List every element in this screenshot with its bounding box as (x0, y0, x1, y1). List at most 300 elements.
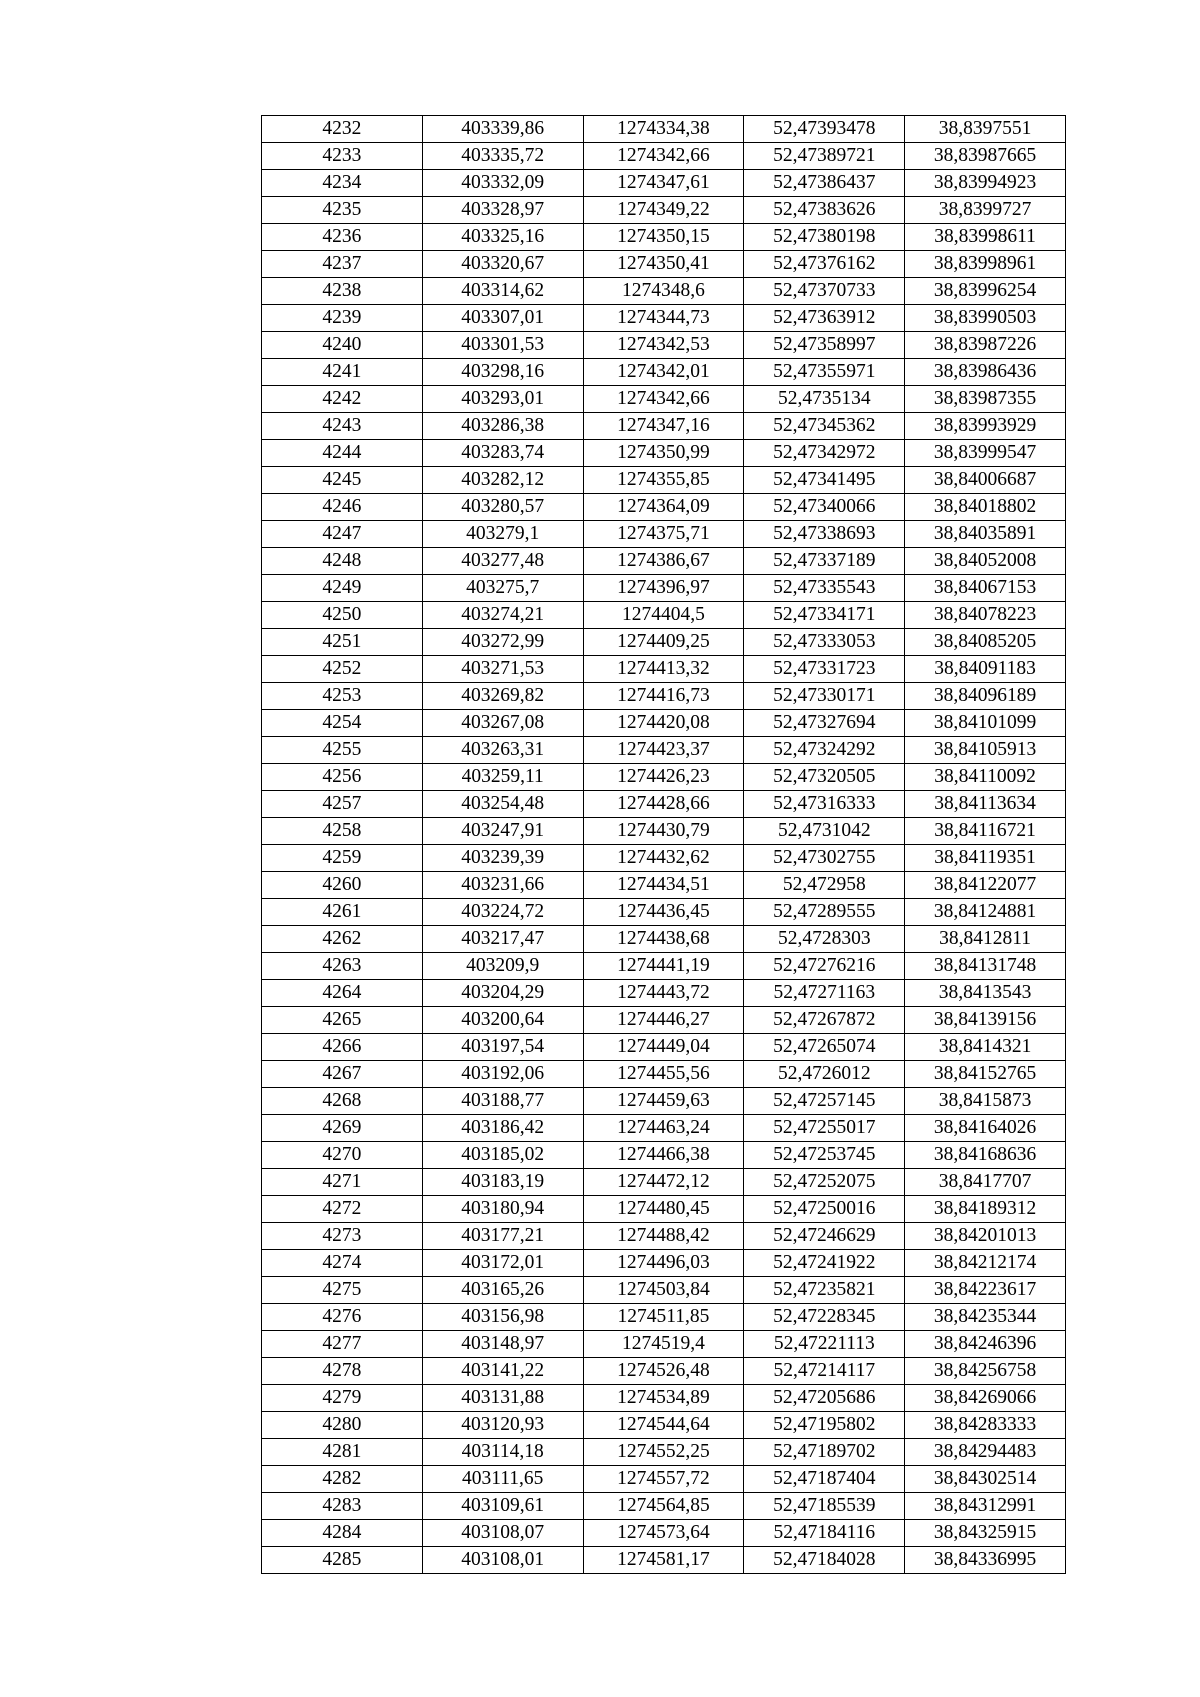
x-coordinate-cell: 403239,39 (422, 845, 583, 872)
x-coordinate-cell: 403339,86 (422, 116, 583, 143)
point-number-cell: 4252 (262, 656, 423, 683)
table-row (262, 683, 1066, 710)
latitude-cell: 52,47389721 (744, 143, 905, 170)
x-coordinate-cell: 403293,01 (422, 386, 583, 413)
latitude-cell: 52,47276216 (744, 953, 905, 980)
longitude-cell: 38,83993929 (905, 413, 1066, 440)
longitude-cell: 38,84164026 (905, 1115, 1066, 1142)
point-number-cell: 4233 (262, 143, 423, 170)
latitude-cell: 52,47214117 (744, 1358, 905, 1385)
longitude-cell: 38,84052008 (905, 548, 1066, 575)
table-row (262, 926, 1066, 953)
table-row (262, 818, 1066, 845)
table-row (262, 1115, 1066, 1142)
y-coordinate-cell: 1274459,63 (583, 1088, 744, 1115)
longitude-cell: 38,84223617 (905, 1277, 1066, 1304)
y-coordinate-cell: 1274404,5 (583, 602, 744, 629)
longitude-cell: 38,84139156 (905, 1007, 1066, 1034)
latitude-cell: 52,47267872 (744, 1007, 905, 1034)
latitude-cell: 52,4728303 (744, 926, 905, 953)
latitude-cell: 52,47341495 (744, 467, 905, 494)
longitude-cell: 38,8397551 (905, 116, 1066, 143)
longitude-cell: 38,84006687 (905, 467, 1066, 494)
longitude-cell: 38,8414321 (905, 1034, 1066, 1061)
table-row (262, 494, 1066, 521)
y-coordinate-cell: 1274420,08 (583, 710, 744, 737)
x-coordinate-cell: 403141,22 (422, 1358, 583, 1385)
y-coordinate-cell: 1274348,6 (583, 278, 744, 305)
x-coordinate-cell: 403277,48 (422, 548, 583, 575)
table-row (262, 1385, 1066, 1412)
latitude-cell: 52,47335543 (744, 575, 905, 602)
y-coordinate-cell: 1274428,66 (583, 791, 744, 818)
y-coordinate-cell: 1274350,99 (583, 440, 744, 467)
latitude-cell: 52,47255017 (744, 1115, 905, 1142)
point-number-cell: 4270 (262, 1142, 423, 1169)
longitude-cell: 38,84189312 (905, 1196, 1066, 1223)
x-coordinate-cell: 403301,53 (422, 332, 583, 359)
x-coordinate-cell: 403172,01 (422, 1250, 583, 1277)
latitude-cell: 52,47386437 (744, 170, 905, 197)
latitude-cell: 52,47340066 (744, 494, 905, 521)
x-coordinate-cell: 403156,98 (422, 1304, 583, 1331)
latitude-cell: 52,47358997 (744, 332, 905, 359)
x-coordinate-cell: 403274,21 (422, 602, 583, 629)
y-coordinate-cell: 1274426,23 (583, 764, 744, 791)
table-row (262, 1007, 1066, 1034)
latitude-cell: 52,47333053 (744, 629, 905, 656)
y-coordinate-cell: 1274409,25 (583, 629, 744, 656)
longitude-cell: 38,84078223 (905, 602, 1066, 629)
y-coordinate-cell: 1274416,73 (583, 683, 744, 710)
y-coordinate-cell: 1274564,85 (583, 1493, 744, 1520)
y-coordinate-cell: 1274534,89 (583, 1385, 744, 1412)
y-coordinate-cell: 1274488,42 (583, 1223, 744, 1250)
longitude-cell: 38,84101099 (905, 710, 1066, 737)
latitude-cell: 52,47376162 (744, 251, 905, 278)
x-coordinate-cell: 403108,07 (422, 1520, 583, 1547)
y-coordinate-cell: 1274557,72 (583, 1466, 744, 1493)
table-row (262, 278, 1066, 305)
y-coordinate-cell: 1274443,72 (583, 980, 744, 1007)
y-coordinate-cell: 1274455,56 (583, 1061, 744, 1088)
y-coordinate-cell: 1274480,45 (583, 1196, 744, 1223)
latitude-cell: 52,47320505 (744, 764, 905, 791)
point-number-cell: 4273 (262, 1223, 423, 1250)
latitude-cell: 52,47253745 (744, 1142, 905, 1169)
x-coordinate-cell: 403217,47 (422, 926, 583, 953)
point-number-cell: 4258 (262, 818, 423, 845)
point-number-cell: 4280 (262, 1412, 423, 1439)
point-number-cell: 4284 (262, 1520, 423, 1547)
x-coordinate-cell: 403224,72 (422, 899, 583, 926)
y-coordinate-cell: 1274355,85 (583, 467, 744, 494)
point-number-cell: 4264 (262, 980, 423, 1007)
x-coordinate-cell: 403328,97 (422, 197, 583, 224)
y-coordinate-cell: 1274423,37 (583, 737, 744, 764)
coordinates-table-body (262, 116, 1066, 1574)
x-coordinate-cell: 403131,88 (422, 1385, 583, 1412)
latitude-cell: 52,47393478 (744, 116, 905, 143)
table-row (262, 791, 1066, 818)
latitude-cell: 52,47252075 (744, 1169, 905, 1196)
y-coordinate-cell: 1274430,79 (583, 818, 744, 845)
longitude-cell: 38,84256758 (905, 1358, 1066, 1385)
latitude-cell: 52,47324292 (744, 737, 905, 764)
y-coordinate-cell: 1274386,67 (583, 548, 744, 575)
longitude-cell: 38,8413543 (905, 980, 1066, 1007)
y-coordinate-cell: 1274436,45 (583, 899, 744, 926)
y-coordinate-cell: 1274434,51 (583, 872, 744, 899)
latitude-cell: 52,47250016 (744, 1196, 905, 1223)
table-row (262, 845, 1066, 872)
point-number-cell: 4256 (262, 764, 423, 791)
latitude-cell: 52,47184028 (744, 1547, 905, 1574)
point-number-cell: 4243 (262, 413, 423, 440)
longitude-cell: 38,8417707 (905, 1169, 1066, 1196)
latitude-cell: 52,472958 (744, 872, 905, 899)
x-coordinate-cell: 403200,64 (422, 1007, 583, 1034)
longitude-cell: 38,84312991 (905, 1493, 1066, 1520)
point-number-cell: 4249 (262, 575, 423, 602)
y-coordinate-cell: 1274449,04 (583, 1034, 744, 1061)
longitude-cell: 38,84124881 (905, 899, 1066, 926)
latitude-cell: 52,47289555 (744, 899, 905, 926)
point-number-cell: 4260 (262, 872, 423, 899)
point-number-cell: 4268 (262, 1088, 423, 1115)
point-number-cell: 4259 (262, 845, 423, 872)
point-number-cell: 4262 (262, 926, 423, 953)
table-row (262, 1250, 1066, 1277)
y-coordinate-cell: 1274342,66 (583, 386, 744, 413)
x-coordinate-cell: 403332,09 (422, 170, 583, 197)
point-number-cell: 4266 (262, 1034, 423, 1061)
y-coordinate-cell: 1274432,62 (583, 845, 744, 872)
point-number-cell: 4232 (262, 116, 423, 143)
table-row (262, 899, 1066, 926)
x-coordinate-cell: 403267,08 (422, 710, 583, 737)
longitude-cell: 38,84110092 (905, 764, 1066, 791)
x-coordinate-cell: 403165,26 (422, 1277, 583, 1304)
longitude-cell: 38,84269066 (905, 1385, 1066, 1412)
latitude-cell: 52,47331723 (744, 656, 905, 683)
x-coordinate-cell: 403186,42 (422, 1115, 583, 1142)
table-row (262, 1520, 1066, 1547)
longitude-cell: 38,84116721 (905, 818, 1066, 845)
y-coordinate-cell: 1274364,09 (583, 494, 744, 521)
longitude-cell: 38,83987355 (905, 386, 1066, 413)
x-coordinate-cell: 403111,65 (422, 1466, 583, 1493)
table-row (262, 1304, 1066, 1331)
table-row (262, 1169, 1066, 1196)
longitude-cell: 38,84201013 (905, 1223, 1066, 1250)
latitude-cell: 52,47271163 (744, 980, 905, 1007)
x-coordinate-cell: 403197,54 (422, 1034, 583, 1061)
longitude-cell: 38,84119351 (905, 845, 1066, 872)
latitude-cell: 52,47228345 (744, 1304, 905, 1331)
point-number-cell: 4236 (262, 224, 423, 251)
point-number-cell: 4244 (262, 440, 423, 467)
latitude-cell: 52,47235821 (744, 1277, 905, 1304)
table-row (262, 1223, 1066, 1250)
table-row (262, 521, 1066, 548)
x-coordinate-cell: 403183,19 (422, 1169, 583, 1196)
point-number-cell: 4237 (262, 251, 423, 278)
point-number-cell: 4255 (262, 737, 423, 764)
y-coordinate-cell: 1274347,61 (583, 170, 744, 197)
y-coordinate-cell: 1274375,71 (583, 521, 744, 548)
table-row (262, 548, 1066, 575)
latitude-cell: 52,47342972 (744, 440, 905, 467)
x-coordinate-cell: 403279,1 (422, 521, 583, 548)
longitude-cell: 38,84294483 (905, 1439, 1066, 1466)
y-coordinate-cell: 1274466,38 (583, 1142, 744, 1169)
latitude-cell: 52,47195802 (744, 1412, 905, 1439)
longitude-cell: 38,83986436 (905, 359, 1066, 386)
point-number-cell: 4282 (262, 1466, 423, 1493)
y-coordinate-cell: 1274552,25 (583, 1439, 744, 1466)
latitude-cell: 52,47380198 (744, 224, 905, 251)
y-coordinate-cell: 1274472,12 (583, 1169, 744, 1196)
point-number-cell: 4239 (262, 305, 423, 332)
longitude-cell: 38,84325915 (905, 1520, 1066, 1547)
table-row (262, 305, 1066, 332)
longitude-cell: 38,8412811 (905, 926, 1066, 953)
x-coordinate-cell: 403269,82 (422, 683, 583, 710)
y-coordinate-cell: 1274496,03 (583, 1250, 744, 1277)
x-coordinate-cell: 403108,01 (422, 1547, 583, 1574)
latitude-cell: 52,47337189 (744, 548, 905, 575)
longitude-cell: 38,83999547 (905, 440, 1066, 467)
table-row (262, 197, 1066, 224)
x-coordinate-cell: 403298,16 (422, 359, 583, 386)
latitude-cell: 52,4735134 (744, 386, 905, 413)
point-number-cell: 4246 (262, 494, 423, 521)
x-coordinate-cell: 403314,62 (422, 278, 583, 305)
point-number-cell: 4247 (262, 521, 423, 548)
longitude-cell: 38,84168636 (905, 1142, 1066, 1169)
y-coordinate-cell: 1274544,64 (583, 1412, 744, 1439)
latitude-cell: 52,47334171 (744, 602, 905, 629)
table-row (262, 1061, 1066, 1088)
y-coordinate-cell: 1274503,84 (583, 1277, 744, 1304)
latitude-cell: 52,47355971 (744, 359, 905, 386)
table-row (262, 1277, 1066, 1304)
point-number-cell: 4263 (262, 953, 423, 980)
latitude-cell: 52,47241922 (744, 1250, 905, 1277)
y-coordinate-cell: 1274334,38 (583, 116, 744, 143)
x-coordinate-cell: 403259,11 (422, 764, 583, 791)
point-number-cell: 4257 (262, 791, 423, 818)
point-number-cell: 4281 (262, 1439, 423, 1466)
y-coordinate-cell: 1274511,85 (583, 1304, 744, 1331)
longitude-cell: 38,83987665 (905, 143, 1066, 170)
latitude-cell: 52,47246629 (744, 1223, 905, 1250)
y-coordinate-cell: 1274350,41 (583, 251, 744, 278)
latitude-cell: 52,47370733 (744, 278, 905, 305)
point-number-cell: 4269 (262, 1115, 423, 1142)
longitude-cell: 38,84302514 (905, 1466, 1066, 1493)
point-number-cell: 4267 (262, 1061, 423, 1088)
latitude-cell: 52,47383626 (744, 197, 905, 224)
longitude-cell: 38,84105913 (905, 737, 1066, 764)
x-coordinate-cell: 403282,12 (422, 467, 583, 494)
longitude-cell: 38,84067153 (905, 575, 1066, 602)
latitude-cell: 52,47187404 (744, 1466, 905, 1493)
longitude-cell: 38,83990503 (905, 305, 1066, 332)
point-number-cell: 4245 (262, 467, 423, 494)
point-number-cell: 4261 (262, 899, 423, 926)
table-row (262, 980, 1066, 1007)
x-coordinate-cell: 403109,61 (422, 1493, 583, 1520)
table-row (262, 764, 1066, 791)
x-coordinate-cell: 403177,21 (422, 1223, 583, 1250)
table-row (262, 1439, 1066, 1466)
x-coordinate-cell: 403283,74 (422, 440, 583, 467)
x-coordinate-cell: 403272,99 (422, 629, 583, 656)
latitude-cell: 52,47338693 (744, 521, 905, 548)
latitude-cell: 52,47265074 (744, 1034, 905, 1061)
latitude-cell: 52,47257145 (744, 1088, 905, 1115)
longitude-cell: 38,83994923 (905, 170, 1066, 197)
x-coordinate-cell: 403286,38 (422, 413, 583, 440)
table-row (262, 1142, 1066, 1169)
table-row (262, 251, 1066, 278)
point-number-cell: 4285 (262, 1547, 423, 1574)
x-coordinate-cell: 403280,57 (422, 494, 583, 521)
y-coordinate-cell: 1274344,73 (583, 305, 744, 332)
table-row (262, 1493, 1066, 1520)
point-number-cell: 4274 (262, 1250, 423, 1277)
latitude-cell: 52,47189702 (744, 1439, 905, 1466)
table-row (262, 467, 1066, 494)
point-number-cell: 4276 (262, 1304, 423, 1331)
x-coordinate-cell: 403247,91 (422, 818, 583, 845)
table-row (262, 170, 1066, 197)
x-coordinate-cell: 403254,48 (422, 791, 583, 818)
y-coordinate-cell: 1274413,32 (583, 656, 744, 683)
table-row (262, 1412, 1066, 1439)
point-number-cell: 4248 (262, 548, 423, 575)
y-coordinate-cell: 1274350,15 (583, 224, 744, 251)
table-row (262, 629, 1066, 656)
point-number-cell: 4240 (262, 332, 423, 359)
x-coordinate-cell: 403192,06 (422, 1061, 583, 1088)
latitude-cell: 52,47221113 (744, 1331, 905, 1358)
point-number-cell: 4235 (262, 197, 423, 224)
x-coordinate-cell: 403148,97 (422, 1331, 583, 1358)
table-row (262, 1547, 1066, 1574)
latitude-cell: 52,47316333 (744, 791, 905, 818)
point-number-cell: 4238 (262, 278, 423, 305)
longitude-cell: 38,84096189 (905, 683, 1066, 710)
longitude-cell: 38,83998961 (905, 251, 1066, 278)
latitude-cell: 52,47205686 (744, 1385, 905, 1412)
x-coordinate-cell: 403188,77 (422, 1088, 583, 1115)
y-coordinate-cell: 1274441,19 (583, 953, 744, 980)
y-coordinate-cell: 1274396,97 (583, 575, 744, 602)
table-row (262, 1466, 1066, 1493)
longitude-cell: 38,84122077 (905, 872, 1066, 899)
y-coordinate-cell: 1274573,64 (583, 1520, 744, 1547)
table-row (262, 1196, 1066, 1223)
y-coordinate-cell: 1274347,16 (583, 413, 744, 440)
x-coordinate-cell: 403275,7 (422, 575, 583, 602)
latitude-cell: 52,47185539 (744, 1493, 905, 1520)
y-coordinate-cell: 1274526,48 (583, 1358, 744, 1385)
latitude-cell: 52,4726012 (744, 1061, 905, 1088)
y-coordinate-cell: 1274349,22 (583, 197, 744, 224)
table-row (262, 1358, 1066, 1385)
table-row (262, 602, 1066, 629)
longitude-cell: 38,84091183 (905, 656, 1066, 683)
x-coordinate-cell: 403185,02 (422, 1142, 583, 1169)
longitude-cell: 38,8399727 (905, 197, 1066, 224)
longitude-cell: 38,84152765 (905, 1061, 1066, 1088)
x-coordinate-cell: 403114,18 (422, 1439, 583, 1466)
longitude-cell: 38,84283333 (905, 1412, 1066, 1439)
point-number-cell: 4278 (262, 1358, 423, 1385)
table-row (262, 116, 1066, 143)
table-row (262, 413, 1066, 440)
x-coordinate-cell: 403120,93 (422, 1412, 583, 1439)
x-coordinate-cell: 403204,29 (422, 980, 583, 1007)
point-number-cell: 4234 (262, 170, 423, 197)
y-coordinate-cell: 1274581,17 (583, 1547, 744, 1574)
table-row (262, 143, 1066, 170)
table-row (262, 1331, 1066, 1358)
x-coordinate-cell: 403263,31 (422, 737, 583, 764)
table-row (262, 710, 1066, 737)
x-coordinate-cell: 403209,9 (422, 953, 583, 980)
table-row (262, 656, 1066, 683)
y-coordinate-cell: 1274446,27 (583, 1007, 744, 1034)
table-row (262, 440, 1066, 467)
table-row (262, 1034, 1066, 1061)
point-number-cell: 4241 (262, 359, 423, 386)
longitude-cell: 38,84113634 (905, 791, 1066, 818)
point-number-cell: 4253 (262, 683, 423, 710)
table-row (262, 1088, 1066, 1115)
longitude-cell: 38,84018802 (905, 494, 1066, 521)
x-coordinate-cell: 403335,72 (422, 143, 583, 170)
x-coordinate-cell: 403307,01 (422, 305, 583, 332)
x-coordinate-cell: 403231,66 (422, 872, 583, 899)
longitude-cell: 38,84212174 (905, 1250, 1066, 1277)
latitude-cell: 52,47345362 (744, 413, 905, 440)
point-number-cell: 4277 (262, 1331, 423, 1358)
y-coordinate-cell: 1274519,4 (583, 1331, 744, 1358)
longitude-cell: 38,84085205 (905, 629, 1066, 656)
longitude-cell: 38,84035891 (905, 521, 1066, 548)
longitude-cell: 38,84336995 (905, 1547, 1066, 1574)
longitude-cell: 38,8415873 (905, 1088, 1066, 1115)
latitude-cell: 52,47330171 (744, 683, 905, 710)
point-number-cell: 4279 (262, 1385, 423, 1412)
longitude-cell: 38,83996254 (905, 278, 1066, 305)
x-coordinate-cell: 403271,53 (422, 656, 583, 683)
x-coordinate-cell: 403320,67 (422, 251, 583, 278)
point-number-cell: 4265 (262, 1007, 423, 1034)
point-number-cell: 4254 (262, 710, 423, 737)
y-coordinate-cell: 1274342,66 (583, 143, 744, 170)
y-coordinate-cell: 1274342,53 (583, 332, 744, 359)
x-coordinate-cell: 403325,16 (422, 224, 583, 251)
table-row (262, 359, 1066, 386)
latitude-cell: 52,47327694 (744, 710, 905, 737)
y-coordinate-cell: 1274463,24 (583, 1115, 744, 1142)
table-row (262, 575, 1066, 602)
